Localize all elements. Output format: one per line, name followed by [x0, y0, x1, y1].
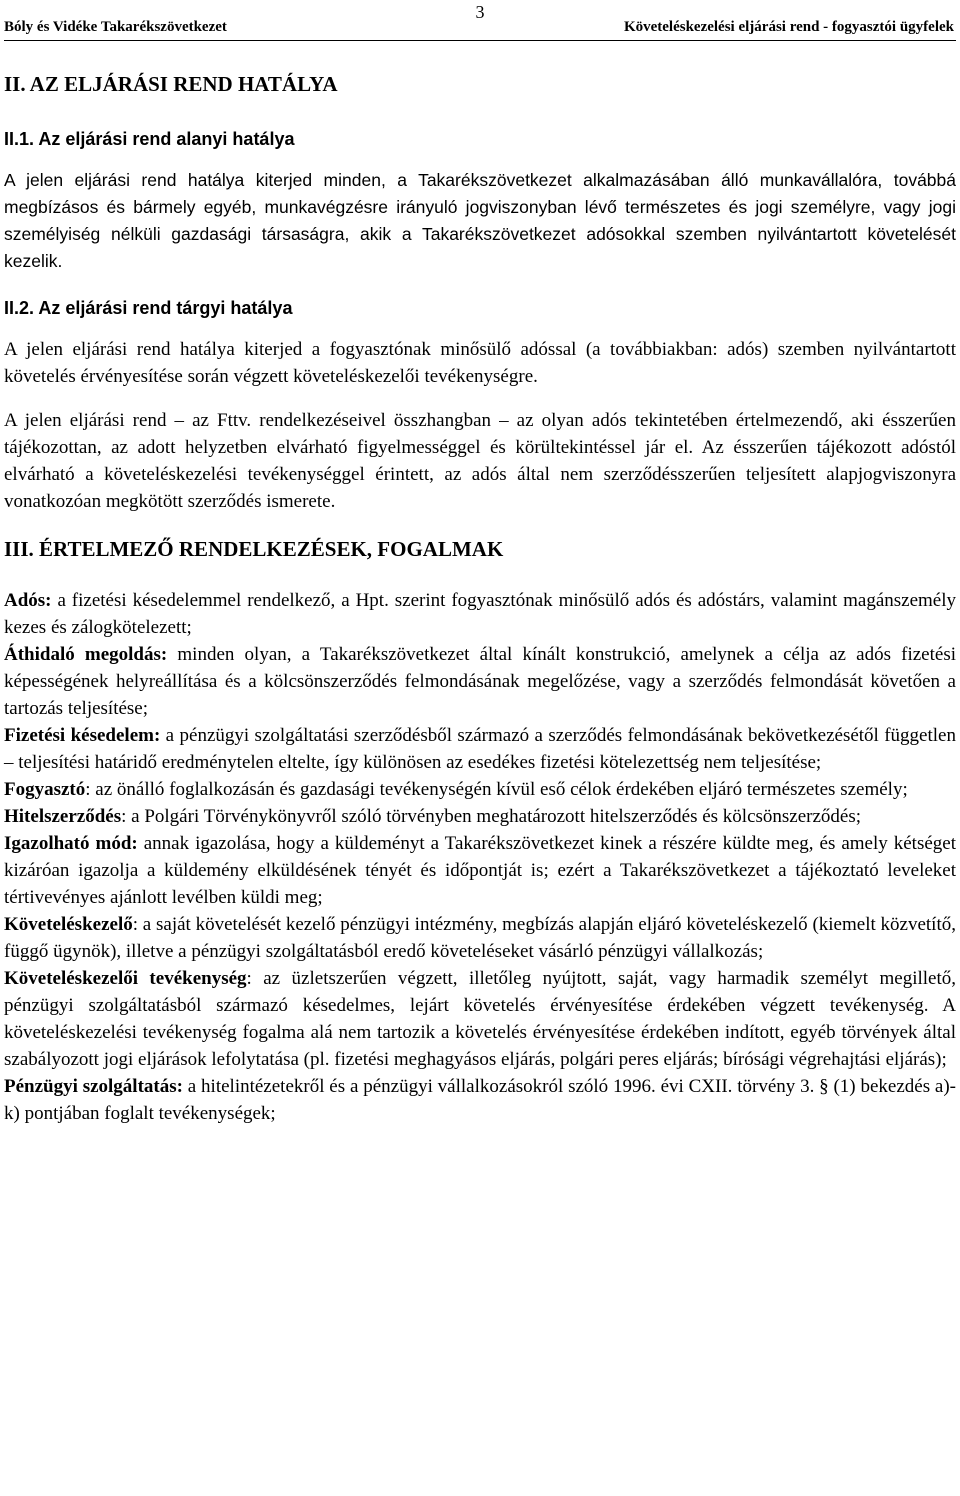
definition-term: Igazolható mód:	[4, 833, 138, 854]
definition-term: Hitelszerződés	[4, 806, 122, 827]
section-2-heading: II. AZ ELJÁRÁSI REND HATÁLYA	[4, 72, 338, 96]
definition-term: Fizetési késedelem:	[4, 725, 161, 746]
definition-term: Áthidaló megoldás:	[4, 644, 168, 665]
definition-text: : az önálló foglalkozásán és gazdasági tevékenységén kívül eső célok érdekében eljáró természetes személy;	[85, 779, 908, 800]
definition-term: Pénzügyi szolgáltatás:	[4, 1076, 183, 1097]
page-number: 3	[475, 2, 485, 22]
header-organization: Bóly és Vidéke Takarékszövetkezet	[4, 19, 227, 35]
section-3-heading: III. ÉRTELMEZŐ RENDELKEZÉSEK, FOGALMAK	[4, 537, 504, 561]
definitions-list	[4, 587, 956, 1127]
definition-text: a hitelintézetekről és a pénzügyi vállalkozásokról szóló 1996. évi CXII. törvény 3. § (1) bekezdés a)-k) pontjában foglalt tevékenységek;	[4, 1076, 956, 1124]
definition-text: a fizetési késedelemmel rendelkező, a Hpt. szerint fogyasztónak minősülő adós és adóstárs, valamint magánszemély kezes és zálogkötelezett;	[4, 590, 956, 638]
definition-item	[4, 830, 956, 911]
definition-item	[4, 1073, 956, 1127]
definition-item	[4, 965, 956, 1073]
definition-term: Fogyasztó	[4, 779, 86, 800]
header-document-title: Követeléskezelési eljárási rend - fogyasztói ügyfelek	[623, 19, 954, 35]
definition-text: a pénzügyi szolgáltatási szerződésből származó a szerződés felmondásának bekövetkezésétől független – teljesítési határidő eredménytelen eltelte, így különösen az esedékes fizetési kötelezettség nem teljesítése;	[4, 725, 956, 773]
definition-item	[4, 641, 956, 722]
definition-text: : az üzletszerűen végzett, illetőleg nyújtott, saját, vagy harmadik személyt megillető, pénzügyi szolgáltatásból származó késedelmes, lejárt követelés érvényesítése érdekében végzett tevékenység. A követeléskezelési tevékenység fogalma alá nem tartozik a követelés érvényesítése érdekében indított, egyéb törvények által szabályozott jogi eljárások lefolytatása (pl. fizetési meghagyásos eljárás, polgári peres eljárás; bírósági végrehajtási eljárás);	[4, 968, 956, 1070]
definition-text: minden olyan, a Takarékszövetkezet által kínált konstrukció, amelynek a célja az adós fizetési képességének helyreállítása és a kölcsönszerződés felmondásának megelőzése, vagy a szerződés felmondását követően a tartozás teljesítése;	[4, 644, 956, 719]
section-2-2-heading: II.2. Az eljárási rend tárgyi hatálya	[4, 298, 293, 318]
section-2-2-paragraph-2: A jelen eljárási rend – az Fttv. rendelkezéseivel összhangban – az olyan adós tekintetében értelmezendő, aki ésszerűen tájékozottan, az adott helyzetben elvárható figyelmességgel és körültekintéssel jár el. Az ésszerűen tájékozott adóstól elvárható a követeléskezelési tevékenységgel érintett, az adós által nem szerződésszerűen teljesített alapjogviszonyra vonatkozóan megkötött szerződés ismerete.	[4, 410, 956, 512]
section-2-1-heading: II.1. Az eljárási rend alanyi hatálya	[4, 129, 295, 149]
section-2-2-paragraph-1: A jelen eljárási rend hatálya kiterjed a fogyasztónak minősülő adóssal (a továbbiakban: adós) szemben nyilvántartott követelés érvényesítése során végzett követeléskezelői tevékenységre.	[4, 339, 956, 387]
definition-item	[4, 803, 956, 830]
definition-item	[4, 722, 956, 776]
definition-term: Követeléskezelő	[4, 914, 133, 935]
definition-term: Adós:	[4, 590, 52, 611]
definition-text: : a Polgári Törvénykönyvről szóló törvényben meghatározott hitelszerződés és kölcsönszerződés;	[121, 806, 862, 827]
definition-term: Követeléskezelői tevékenység	[4, 968, 247, 989]
document-body	[4, 70, 956, 1127]
definition-item	[4, 587, 956, 641]
definition-item	[4, 776, 956, 803]
definition-text: : a saját követelését kezelő pénzügyi intézmény, megbízás alapján eljáró követeléskezelő (kiemelt közvetítő, függő ügynök), illetve a pénzügyi szolgáltatásból eredő követeléseket vásárló pénzügyi vállalkozás;	[4, 914, 956, 962]
header-divider	[4, 40, 956, 41]
definition-item	[4, 911, 956, 965]
definition-text: annak igazolása, hogy a küldeményt a Takarékszövetkezet kinek a részére küldte meg, és amely kétséget kizáróan igazolja a küldemény elküldésének tényét és időpontját is; ezért a Takarékszövetkezet a tájékoztató leveleket tértivevényes ajánlott levélben küldi meg;	[4, 833, 956, 908]
section-2-1-text: A jelen eljárási rend hatálya kiterjed minden, a Takarékszövetkezet alkalmazásában álló munkavállalóra, továbbá megbízásos és bármely egyéb, munkavégzésre irányuló jogviszonyban lévő természetes és jogi személyre, vagy jogi személyiség nélküli gazdasági társaságra, akik a Takarékszövetkezet adósokkal szemben nyilvántartott követelését kezelik.	[4, 170, 956, 271]
